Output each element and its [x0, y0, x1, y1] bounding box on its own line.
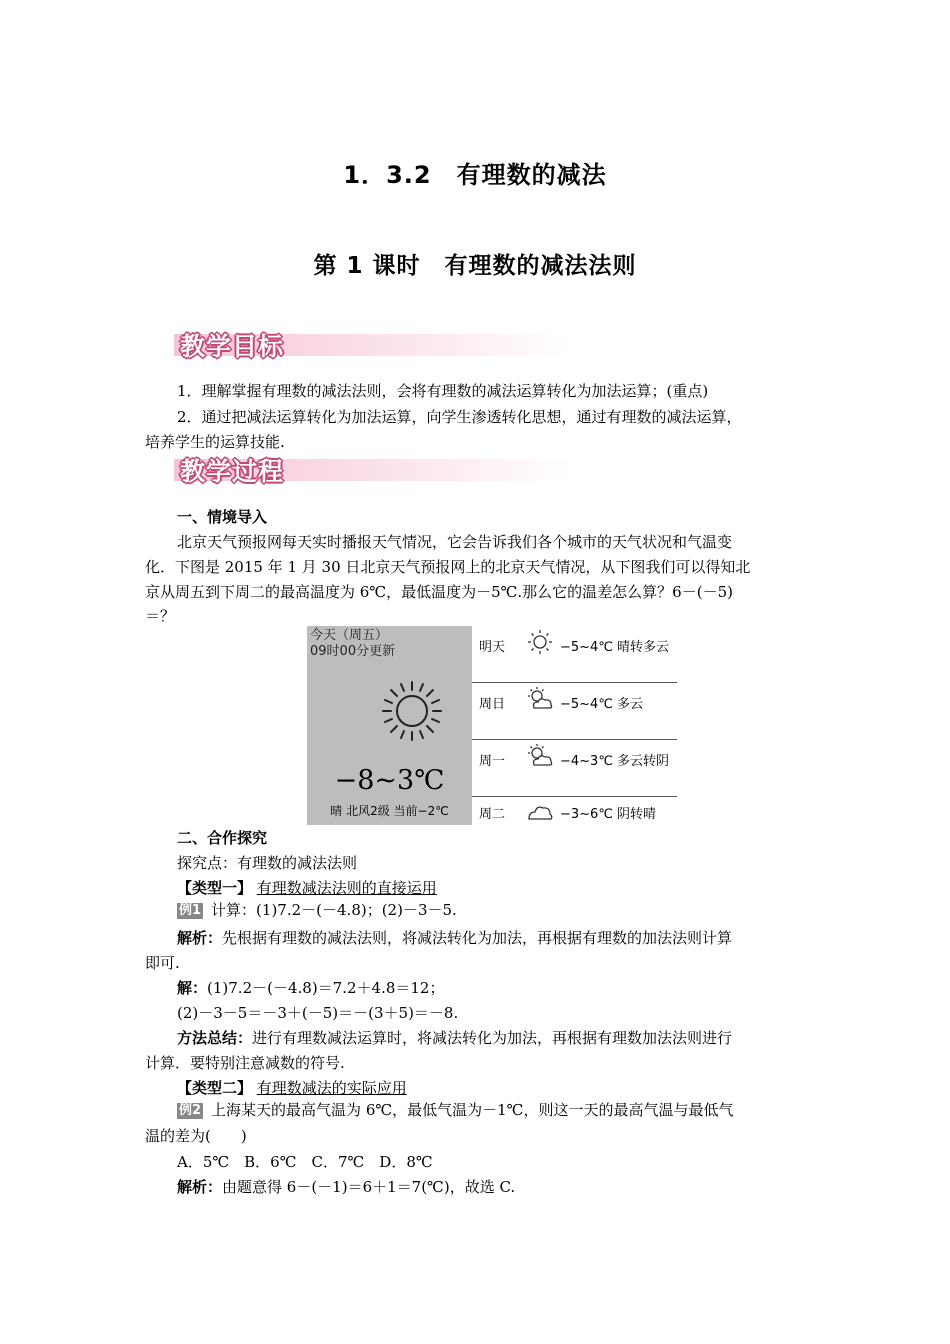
goal-2-cont: 培养学生的运算技能. [145, 433, 285, 451]
forecast-day: 周一 [479, 754, 506, 769]
example-text: 上海某天的最高气温为 6℃，最低气温为－1℃，则这一天的最高气温与最低气 [211, 1101, 734, 1119]
example-tag: 例1 [179, 903, 202, 918]
sun-icon [527, 629, 553, 655]
solution-label: 解： [177, 979, 208, 997]
method-summary-cont: 计算．要特别注意减数的符号. [145, 1054, 345, 1072]
forecast-day: 周日 [479, 697, 506, 712]
analysis-text: 由题意得 6－(－1)＝6＋1＝7(℃)，故选 C. [222, 1178, 516, 1196]
teaching-process-banner [174, 451, 570, 487]
example-2-cont: 温的差为( ) [145, 1127, 247, 1145]
banner-label: 教学目标 [180, 332, 285, 361]
update-time: 09时00分更新 [310, 644, 396, 659]
intro-line: 北京天气预报网每天实时播报天气情况，它会告诉我们各个城市的天气状况和气温变 [177, 533, 733, 551]
method-summary [177, 1026, 732, 1051]
method-text: 进行有理数减法运算时，将减法转化为加法，再根据有理数加法法则进行 [252, 1029, 733, 1047]
analysis-1 [177, 926, 732, 951]
lesson-subtitle: 第 1 课时 有理数的减法法则 [313, 253, 637, 279]
forecast-row [472, 626, 677, 683]
forecast-info: −5~4℃ 晴转多云 [560, 640, 670, 655]
sun-icon [379, 678, 445, 744]
method-label: 方法总结： [177, 1029, 253, 1047]
lesson-title: 1．3.2 有理数的减法 [343, 161, 607, 189]
goal-2: 2．通过把减法运算转化为加法运算，向学生渗透转化思想，通过有理数的减法运算， [177, 408, 742, 426]
example-2 [177, 1098, 733, 1123]
answer-options: A．5℃ B．6℃ C．7℃ D．8℃ [177, 1153, 433, 1171]
intro-line: ＝？ [145, 607, 176, 625]
type-label: 【类型一】 [177, 879, 253, 897]
today-panel [307, 626, 472, 825]
weather-forecast-figure [307, 626, 677, 825]
example-tag: 例2 [179, 1103, 202, 1118]
analysis-1-cont: 即可. [145, 954, 180, 972]
explore-topic: 探究点：有理数的减法法则 [177, 854, 358, 872]
solution-1-part2: (2)－3－5＝－3＋(－5)＝－(3＋5)＝－8. [177, 1004, 459, 1022]
type-title: 有理数减法法则的直接运用 [256, 879, 437, 897]
forecast-day: 明天 [479, 640, 506, 655]
cloud-icon [527, 799, 553, 825]
teaching-goals-banner [174, 326, 570, 362]
today-day: 今天（周五） [310, 628, 389, 643]
example-text: 计算：(1)7.2－(－4.8)；(2)－3－5. [211, 901, 457, 919]
forecast-row [472, 683, 677, 740]
goal-1: 1．理解掌握有理数的减法法则，会将有理数的减法运算转化为加法运算；(重点) [177, 382, 709, 400]
intro-line: 京从周五到下周二的最高温度为 6℃，最低温度为－5℃.那么它的温差怎么算？6－(－5) [145, 583, 733, 601]
today-detail: 晴 北风2级 当前−2℃ [330, 804, 449, 818]
type-title: 有理数减法的实际应用 [256, 1079, 407, 1097]
section-heading-intro: 一、情境导入 [177, 508, 268, 526]
example-1 [177, 898, 457, 923]
type-label: 【类型二】 [177, 1079, 253, 1097]
forecast-row [472, 740, 677, 797]
today-temperature: −8~3℃ [334, 765, 445, 796]
forecast-day: 周二 [479, 807, 506, 822]
solution-1 [177, 976, 444, 1001]
analysis-2 [177, 1175, 515, 1200]
forecast-info: −4~3℃ 多云转阴 [560, 754, 670, 769]
analysis-text: 先根据有理数的减法法则，将减法转化为加法，再根据有理数的加法法则计算 [222, 929, 733, 947]
today-label [310, 628, 395, 660]
forecast-row [472, 797, 677, 825]
forecast-info: −5~4℃ 多云 [560, 697, 644, 712]
section-heading-explore: 二、合作探究 [177, 829, 268, 847]
partly-cloudy-icon [527, 686, 553, 712]
forecast-info: −3~6℃ 阴转晴 [560, 807, 657, 822]
solution-text: (1)7.2－(－4.8)＝7.2＋4.8＝12； [207, 979, 445, 997]
analysis-label: 解析： [177, 1178, 223, 1196]
banner-label: 教学过程 [180, 457, 285, 486]
intro-line: 化．下图是 2015 年 1 月 30 日北京天气预报网上的北京天气情况，从下图我们可以得知北 [145, 558, 751, 576]
partly-cloudy-icon [527, 743, 553, 769]
analysis-label: 解析： [177, 929, 223, 947]
